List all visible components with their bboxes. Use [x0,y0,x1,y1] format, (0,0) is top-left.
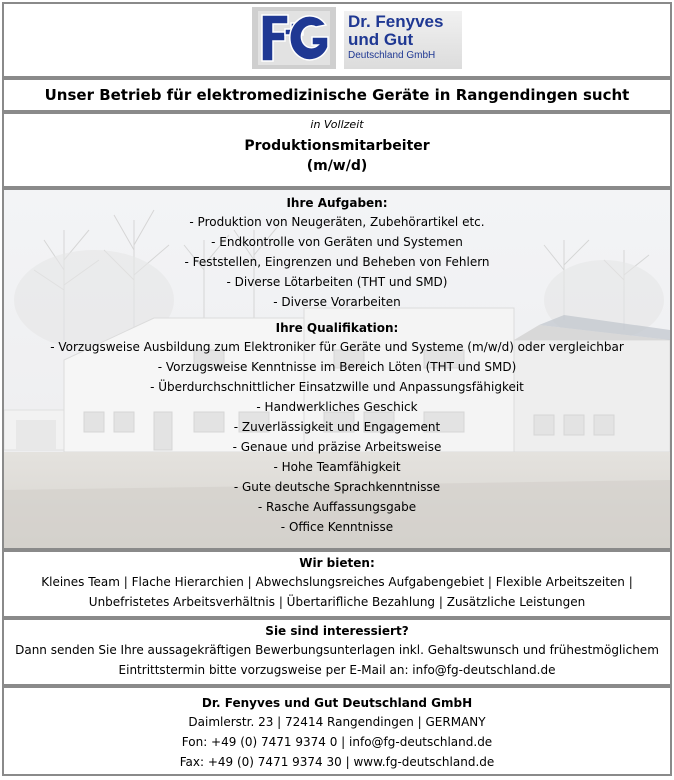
employment-type: in Vollzeit [310,118,364,131]
position-section [2,112,672,188]
aufgaben-item: - Diverse Vorarbeiten [273,295,401,309]
logo-line-1: Dr. Fenyves [348,12,444,31]
company-logo [252,7,462,73]
contact-section [2,686,672,776]
benefits-line: Kleines Team | Flache Hierarchien | Abwechslungsreiches Aufgabengebiet | Flexible Arbeitszeiten | [41,575,633,589]
contact-fax: Fax: +49 (0) 7471 9374 30 | www.fg-deutschland.de [179,755,495,769]
qualifikation-item: - Zuverlässigkeit und Engagement [233,420,441,434]
qualifikation-item: - Gute deutsche Sprachkenntnisse [233,480,441,494]
logo-line-2: und Gut [348,30,414,49]
application-line: Dann senden Sie Ihre aussagekräftigen Bewerbungsunterlagen inkl. Gehaltswunsch und frühestmöglichem [15,643,659,657]
application-section [2,618,672,686]
qualifikation-item: - Vorzugsweise Ausbildung zum Elektroniker für Geräte und Systeme (m/w/d) oder vergleichbar [50,340,624,354]
contact-address: Daimlerstr. 23 | 72414 Rangendingen | GERMANY [188,715,486,729]
qualifikation-heading: Ihre Qualifikation: [275,321,399,335]
application-heading: Sie sind interessiert? [265,624,409,638]
aufgaben-item: - Endkontrolle von Geräten und Systemen [211,235,463,249]
qualifikation-item: - Überdurchschnittlicher Einsatzwille und Anpassungsfähigkeit [150,380,524,394]
qualifikation-item: - Rasche Auffassungsgabe [257,500,417,514]
job-title: Produktionsmitarbeiter [244,138,430,154]
intro-text: Unser Betrieb für elektromedizinische Geräte in Rangendingen sucht [44,86,630,104]
fg-logo-mark [252,7,336,69]
requirements-section [2,188,672,550]
contact-phone: Fon: +49 (0) 7471 9374 0 | info@fg-deutschland.de [181,735,493,749]
aufgaben-heading: Ihre Aufgaben: [286,196,388,210]
application-line: Eintrittstermin bitte vorzugsweise per E-Mail an: info@fg-deutschland.de [118,663,556,677]
logo-line-3: Deutschland GmbH [348,50,436,61]
qualifikation-item: - Vorzugsweise Kenntnisse im Bereich Löten (THT und SMD) [157,360,517,374]
qualifikation-item: - Genaue und präzise Arbeitsweise [232,440,442,454]
gender-note: (m/w/d) [306,158,368,174]
benefits-line: Unbefristetes Arbeitsverhältnis | Übertarifliche Bezahlung | Zusätzliche Leistungen [88,595,586,609]
requirements-content [4,190,670,537]
qualifikation-item: - Hohe Teamfähigkeit [273,460,401,474]
benefits-section [2,550,672,618]
aufgaben-item: - Produktion von Neugeräten, Zubehörartikel etc. [189,215,485,229]
header [2,2,672,78]
contact-company: Dr. Fenyves und Gut Deutschland GmbH [201,696,473,710]
logo-wordmark [344,11,462,69]
intro-section [2,78,672,112]
aufgaben-item: - Diverse Lötarbeiten (THT und SMD) [226,275,448,289]
benefits-heading: Wir bieten: [299,556,375,570]
qualifikation-item: - Handwerkliches Geschick [256,400,418,414]
aufgaben-item: - Feststellen, Eingrenzen und Beheben von Fehlern [184,255,490,269]
qualifikation-item: - Office Kenntnisse [280,520,394,534]
